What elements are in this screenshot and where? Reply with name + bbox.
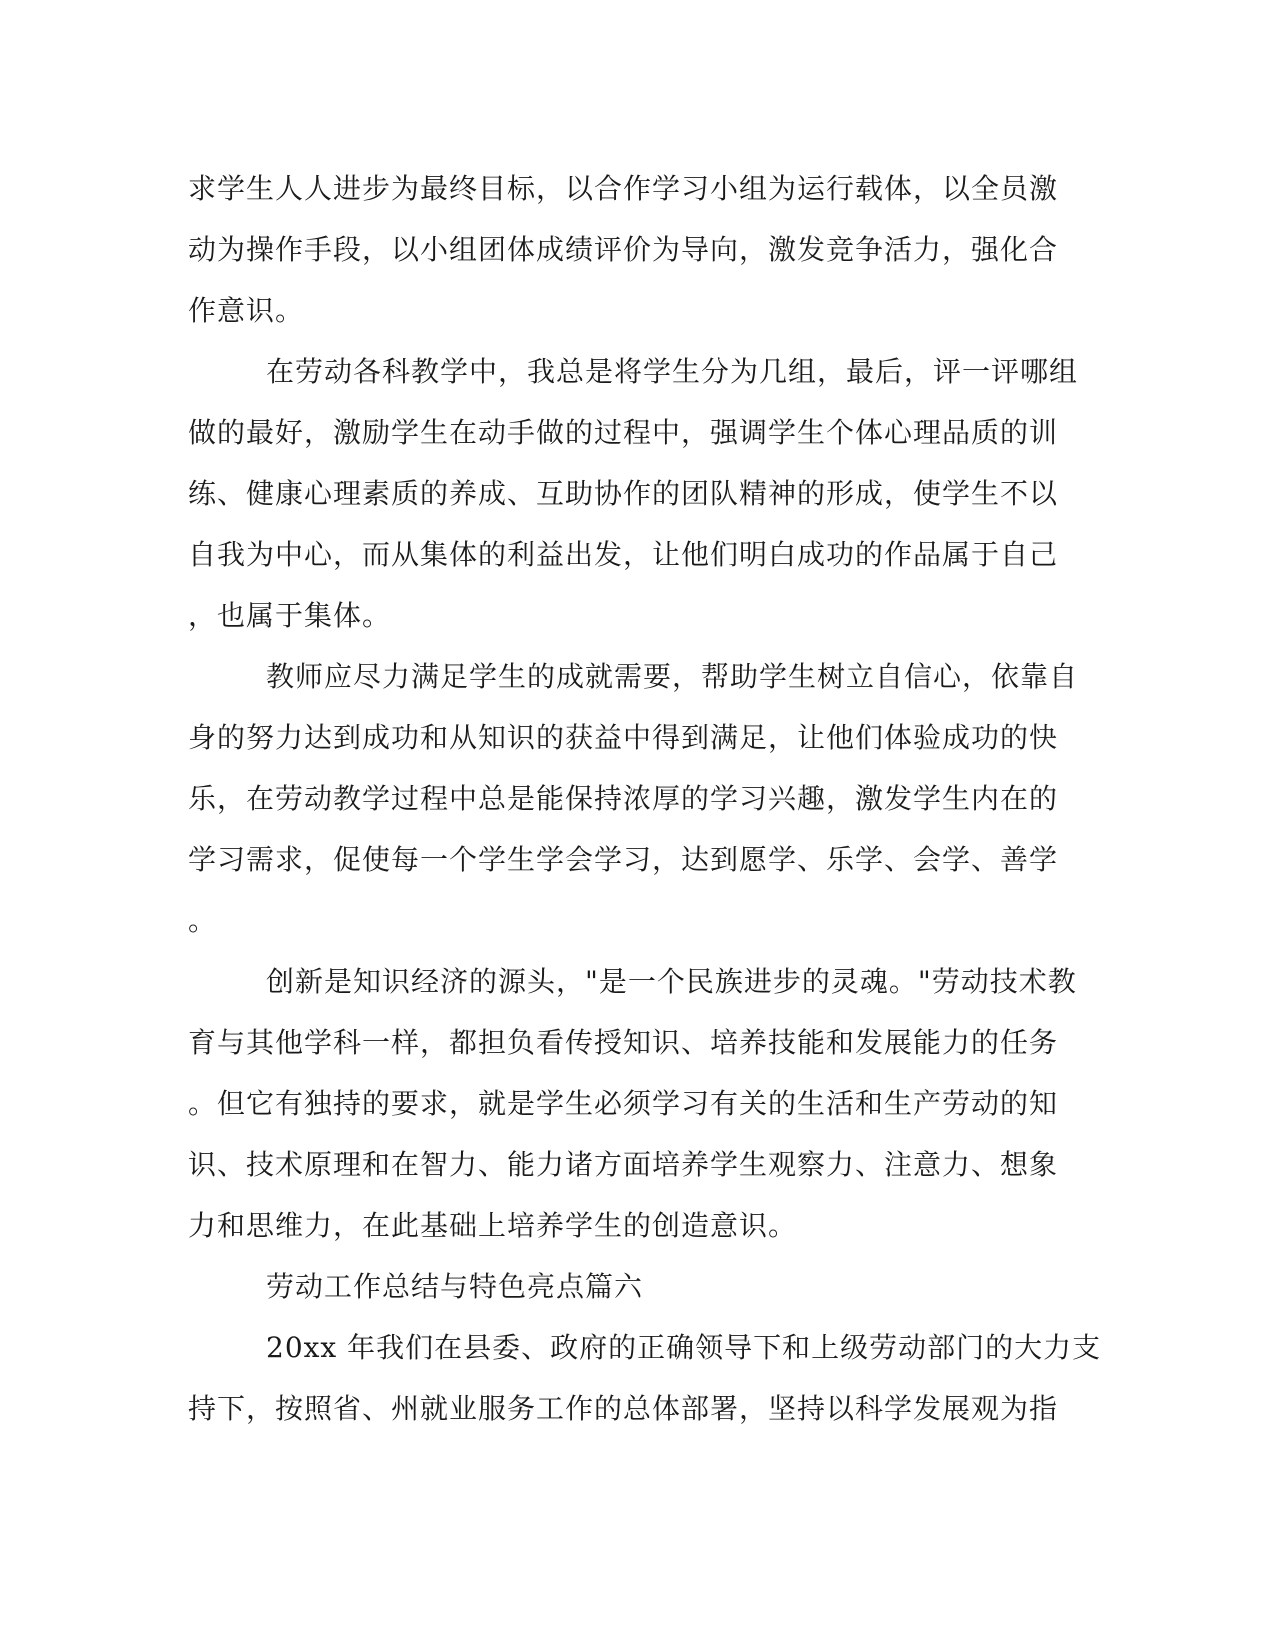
text-line: 创新是知识经济的源头，"是一个民族进步的灵魂。"劳动技术教 (266, 965, 1077, 998)
text-line: 动为操作手段，以小组团体成绩评价为导向，激发竞争活力，强化合 (188, 233, 1059, 266)
text-line: 做的最好，激励学生在动手做的过程中，强调学生个体心理品质的训 (188, 416, 1059, 449)
text-line: 教师应尽力满足学生的成就需要，帮助学生树立自信心，依靠自 (266, 660, 1079, 693)
text-line: 。但它有独持的要求，就是学生必须学习有关的生活和生产劳动的知 (188, 1087, 1059, 1120)
text-line: 识、技术原理和在智力、能力诸方面培养学生观察力、注意力、想象 (188, 1148, 1059, 1181)
text-line: 育与其他学科一样，都担负看传授知识、培养技能和发展能力的任务 (188, 1026, 1059, 1059)
text-line: 。 (188, 904, 218, 937)
text-line: 20xx 年我们在县委、政府的正确领导下和上级劳动部门的大力支 (266, 1331, 1102, 1364)
text-line: 在劳动各科教学中，我总是将学生分为几组，最后，评一评哪组 (266, 355, 1079, 388)
text-line: 身的努力达到成功和从知识的获益中得到满足，让他们体验成功的快 (188, 721, 1059, 754)
text-line: ，也属于集体。 (188, 599, 392, 632)
document-body (188, 158, 1102, 1439)
text-line: 乐，在劳动教学过程中总是能保持浓厚的学习兴趣，激发学生内在的 (188, 782, 1059, 815)
text-line: 学习需求，促使每一个学生学会学习，达到愿学、乐学、会学、善学 (188, 843, 1059, 876)
text-line: 求学生人人进步为最终目标，以合作学习小组为运行载体，以全员激 (188, 172, 1059, 205)
text-line: 自我为中心，而从集体的利益出发，让他们明白成功的作品属于自己 (188, 538, 1059, 571)
section-heading: 劳动工作总结与特色亮点篇六 (266, 1270, 644, 1303)
text-line: 练、健康心理素质的养成、互助协作的团队精神的形成，使学生不以 (188, 477, 1059, 510)
text-line: 力和思维力，在此基础上培养学生的创造意识。 (188, 1209, 798, 1242)
text-line: 持下，按照省、州就业服务工作的总体部署，坚持以科学发展观为指 (188, 1392, 1059, 1425)
text-line: 作意识。 (188, 294, 305, 327)
